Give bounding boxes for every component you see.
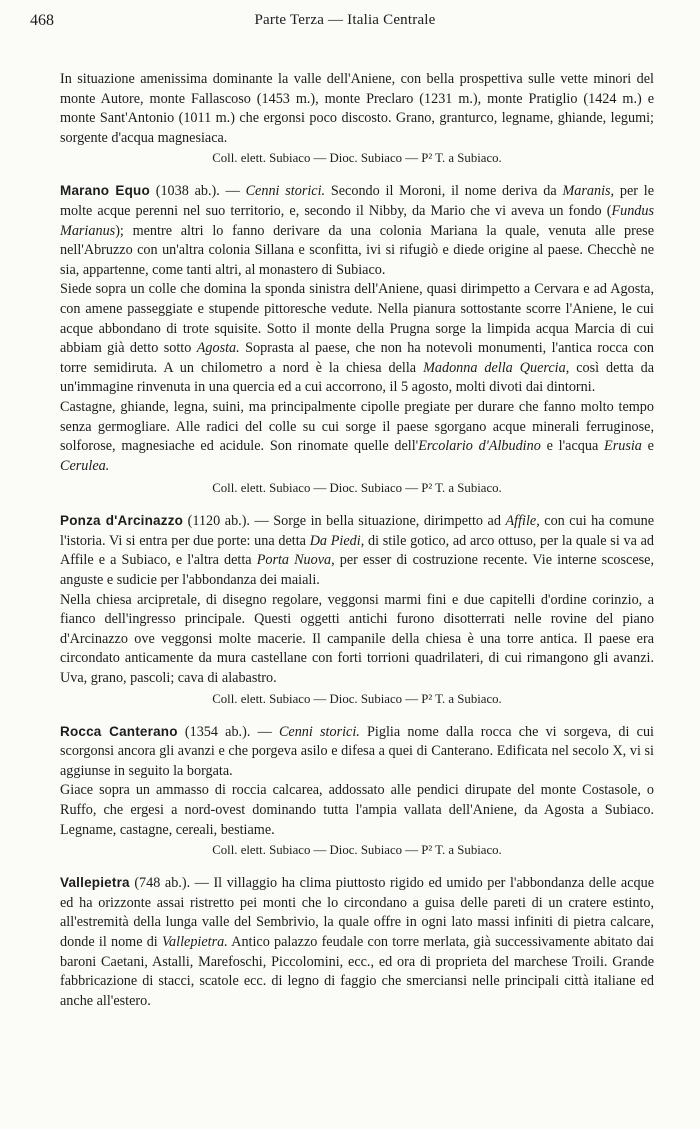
entry-title: Ponza d'Arcinazzo xyxy=(60,513,184,529)
entry-paragraph: Nella chiesa arcipretale, di disegno regolare, veggonsi marmi fini e due capitelli d'ordine corinzio, a fianco dell'ingresso principale. Questi oggetti antichi furono disotterrati nelle rovine del piano d'Arcinazzo ove veggonsi molte macerie. Il campanile della chiesa è una torre antica. Il paese era circondato anticamente da mura castellane con forti torrioni quadrilateri, di cui rimangono gli avanzi. Uva, grano, pascoli; cava di alabastro. xyxy=(60,591,654,687)
page-number: 468 xyxy=(30,12,54,29)
running-title: Parte Terza — Italia Centrale xyxy=(254,12,436,28)
entry-marano-equo xyxy=(60,181,654,497)
entry-vallepietra xyxy=(60,873,654,1011)
entry-title: Vallepietra xyxy=(60,875,130,891)
entry-rocca-canterano xyxy=(60,722,654,860)
entry-paragraph: Siede sopra un colle che domina la sponda sinistra dell'Aniene, quasi dirimpetto a Cervara e ad Agosta, con amene passeggiate e stupende pittoresche vedute. Nella pianura sottostante scorre l'Aniene, le cui acque abbondano di trote squisite. Sotto il monte della Prugna sorge la limpida acqua Marcia di cui abbiam già detto sotto Agosta. Soprasta al paese, che non ha notevoli monumenti, l'antica rocca con torre semidiruta. A un chilometro a nord è la chiesa della Madonna della Quercia, così detta da un'immagine rinvenuta in una quercia ed a cui accorrono, il 5 agosto, molti divoti dai dintorni. xyxy=(60,281,654,396)
entry-title: Marano Equo xyxy=(60,183,150,199)
running-header xyxy=(30,12,660,36)
electoral-note: Coll. elett. Subiaco — Dioc. Subiaco — P² T. a Subiaco. xyxy=(212,691,502,706)
entry-paragraph: Giace sopra un ammasso di roccia calcarea, addossato alle pendici dirupate del monte Costasole, o Ruffo, che ergesi a nord-ovest dominando tutta l'ampia vallata dell'Aniene, da Agosta a Subiaco. Legname, castagne, cereali, bestiame. xyxy=(60,782,654,838)
entry-ponza-arcinazzo xyxy=(60,511,654,707)
entry-paragraph: Vallepietra (748 ab.). — Il villaggio ha clima piuttosto rigido ed umido per l'abbondanza delle acque ed ha orizzonte assai ristretto pei monti che lo circondano a guisa delle pareti di un cratere estinto, all'estremità della lunga valle del Sembrivio, la quale offre in ogni lato massi infiniti di pietra calcare, donde il nome di Vallepietra. Antico palazzo feudale con torre merlata, già successivamente abitato dai baroni Caetani, Astalli, Marefoschi, Piccolomini, ecc., ed ora di proprieta del marchese Troili. Grande fabbricazione di stacci, scatole ecc. di legno di faggio che smerciansi nelle principali città italiane ed anche all'estero. xyxy=(60,875,654,1009)
electoral-note: Coll. elett. Subiaco — Dioc. Subiaco — P² T. a Subiaco. xyxy=(212,151,502,166)
entry-paragraph: Ponza d'Arcinazzo (1120 ab.). — Sorge in bella situazione, dirimpetto ad Affile, con cui ha comune l'istoria. Vi si entra per due porte: una detta Da Piedi, di stile gotico, ad arco ottuso, per la quale si va ad Affile e a Subiaco, e l'altra detta Porta Nuova, per esser di costruzione recente. Vie interne scoscese, anguste e sudicie per l'abbondanza dei maiali. xyxy=(60,513,655,589)
entry-paragraph: Marano Equo (1038 ab.). — Cenni storici. Secondo il Moroni, il nome deriva da Maranis, per le molte acque perenni nel suo territorio, e, secondo il Nibby, da Mario che vi aveva un fondo (Fundus Marianus); mentre altri lo fanno derivare da una colonia Mariana la quale, venuta alle prese nell'Abruzzo con un'altra colonia Sillana e sconfitta, ivi si rifugiò e diede origine al paese. Checchè ne sia, appartenne, come tanti altri, al monastero di Subiaco. xyxy=(60,183,655,278)
entry-paragraph: Rocca Canterano (1354 ab.). — Cenni storici. Piglia nome dalla rocca che vi sorgeva, di cui scorgonsi ancora gli avanzi e che porgeva asilo e difesa a quei di Canterano. Edificata nel secolo X, vi si aggiunse in seguito la borgata. xyxy=(60,723,654,779)
electoral-note: Coll. elett. Subiaco — Dioc. Subiaco — P² T. a Subiaco. xyxy=(212,481,502,496)
entry-title: Rocca Canterano xyxy=(60,723,178,739)
entry-paragraph: Castagne, ghiande, legna, suini, ma principalmente cipolle pregiate per durare che fanno molto tempo senza germogliare. Alle radici del colle su cui sorge il paese sgorgano acque minerali ferruginose, solforose, magnesiache ed acidule. Son rinomate quelle dell'Ercolario d'Albudino e l'acqua Erusia e Cerulea. xyxy=(60,398,654,474)
page-body xyxy=(60,70,654,1011)
intro-paragraph: In situazione amenissima dominante la valle dell'Aniene, con bella prospettiva sulle vette minori del monte Autore, monte Fallascoso (1453 m.), monte Preclaro (1231 m.), monte Pratiglio (1424 m.) e monte Sant'Antonio (1011 m.) che ergonsi poco discosto. Grano, granturco, legname, ghiande, legumi; sorgente d'acqua magnesiaca. xyxy=(60,71,654,146)
electoral-note: Coll. elett. Subiaco — Dioc. Subiaco — P² T. a Subiaco. xyxy=(212,843,502,858)
